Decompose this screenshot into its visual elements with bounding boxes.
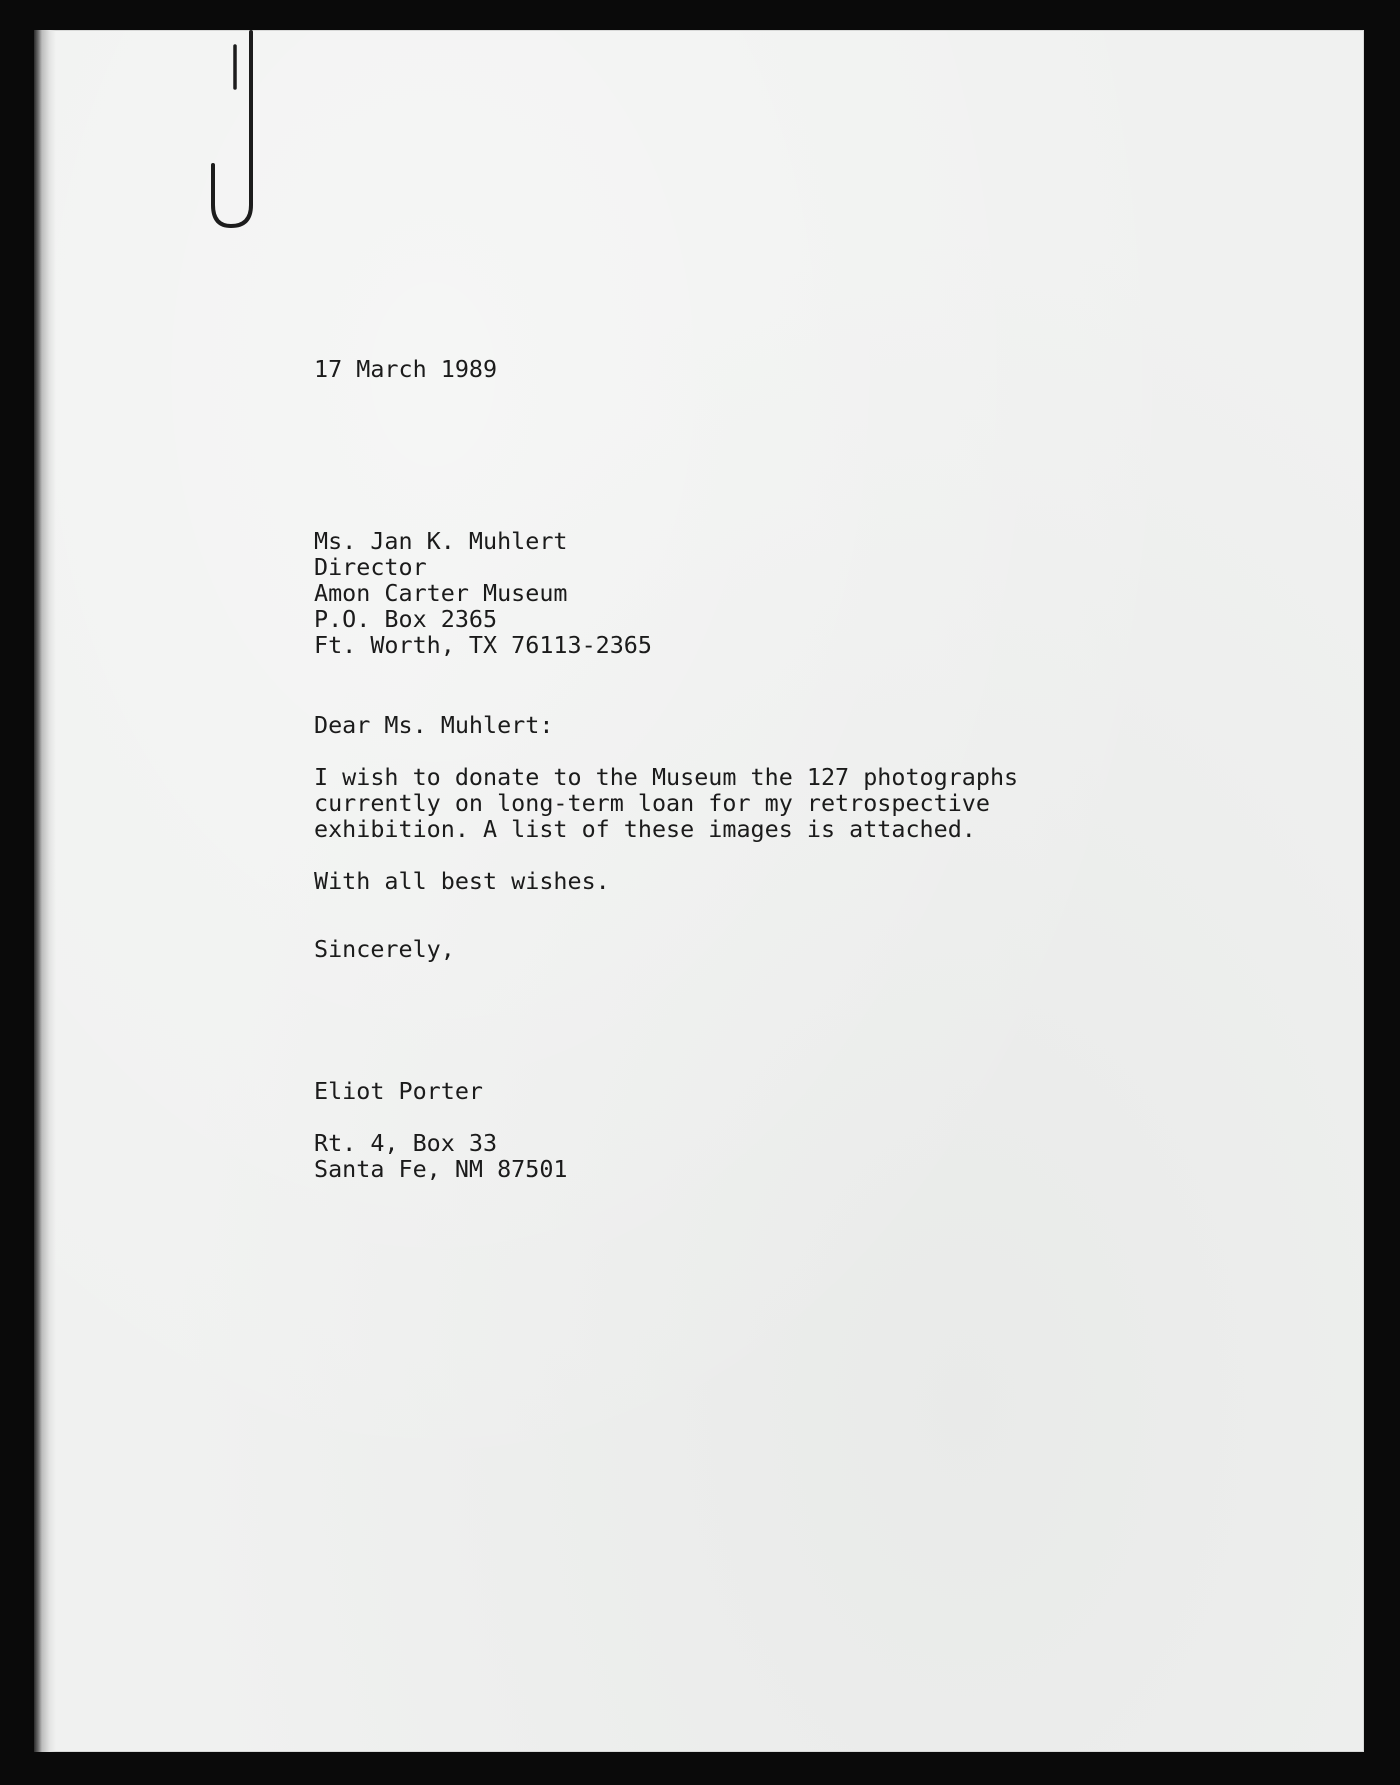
signature-name: Eliot Porter xyxy=(314,1077,483,1105)
closing: Sincerely, xyxy=(314,935,455,963)
paperclip-icon xyxy=(209,30,279,230)
recipient-name: Ms. Jan K. Muhlert xyxy=(314,527,568,555)
recipient-city-state-zip: Ft. Worth, TX 76113-2365 xyxy=(314,631,652,659)
body-line: exhibition. A list of these images is attached. xyxy=(314,815,976,843)
recipient-po-box: P.O. Box 2365 xyxy=(314,605,498,633)
salutation: Dear Ms. Muhlert: xyxy=(314,711,554,739)
body-line: I wish to donate to the Museum the 127 photographs xyxy=(314,763,1019,791)
letter-body xyxy=(314,30,1214,1183)
letter-page xyxy=(34,30,1364,1752)
sender-address-line2: Santa Fe, NM 87501 xyxy=(314,1155,568,1183)
page-edge-shadow xyxy=(34,30,56,1752)
letter-date: 17 March 1989 xyxy=(314,355,498,383)
sender-address-line1: Rt. 4, Box 33 xyxy=(314,1129,498,1157)
closing-wish: With all best wishes. xyxy=(314,867,610,895)
recipient-title: Director xyxy=(314,553,427,581)
recipient-organization: Amon Carter Museum xyxy=(314,579,568,607)
body-line: currently on long-term loan for my retrospective xyxy=(314,789,990,817)
